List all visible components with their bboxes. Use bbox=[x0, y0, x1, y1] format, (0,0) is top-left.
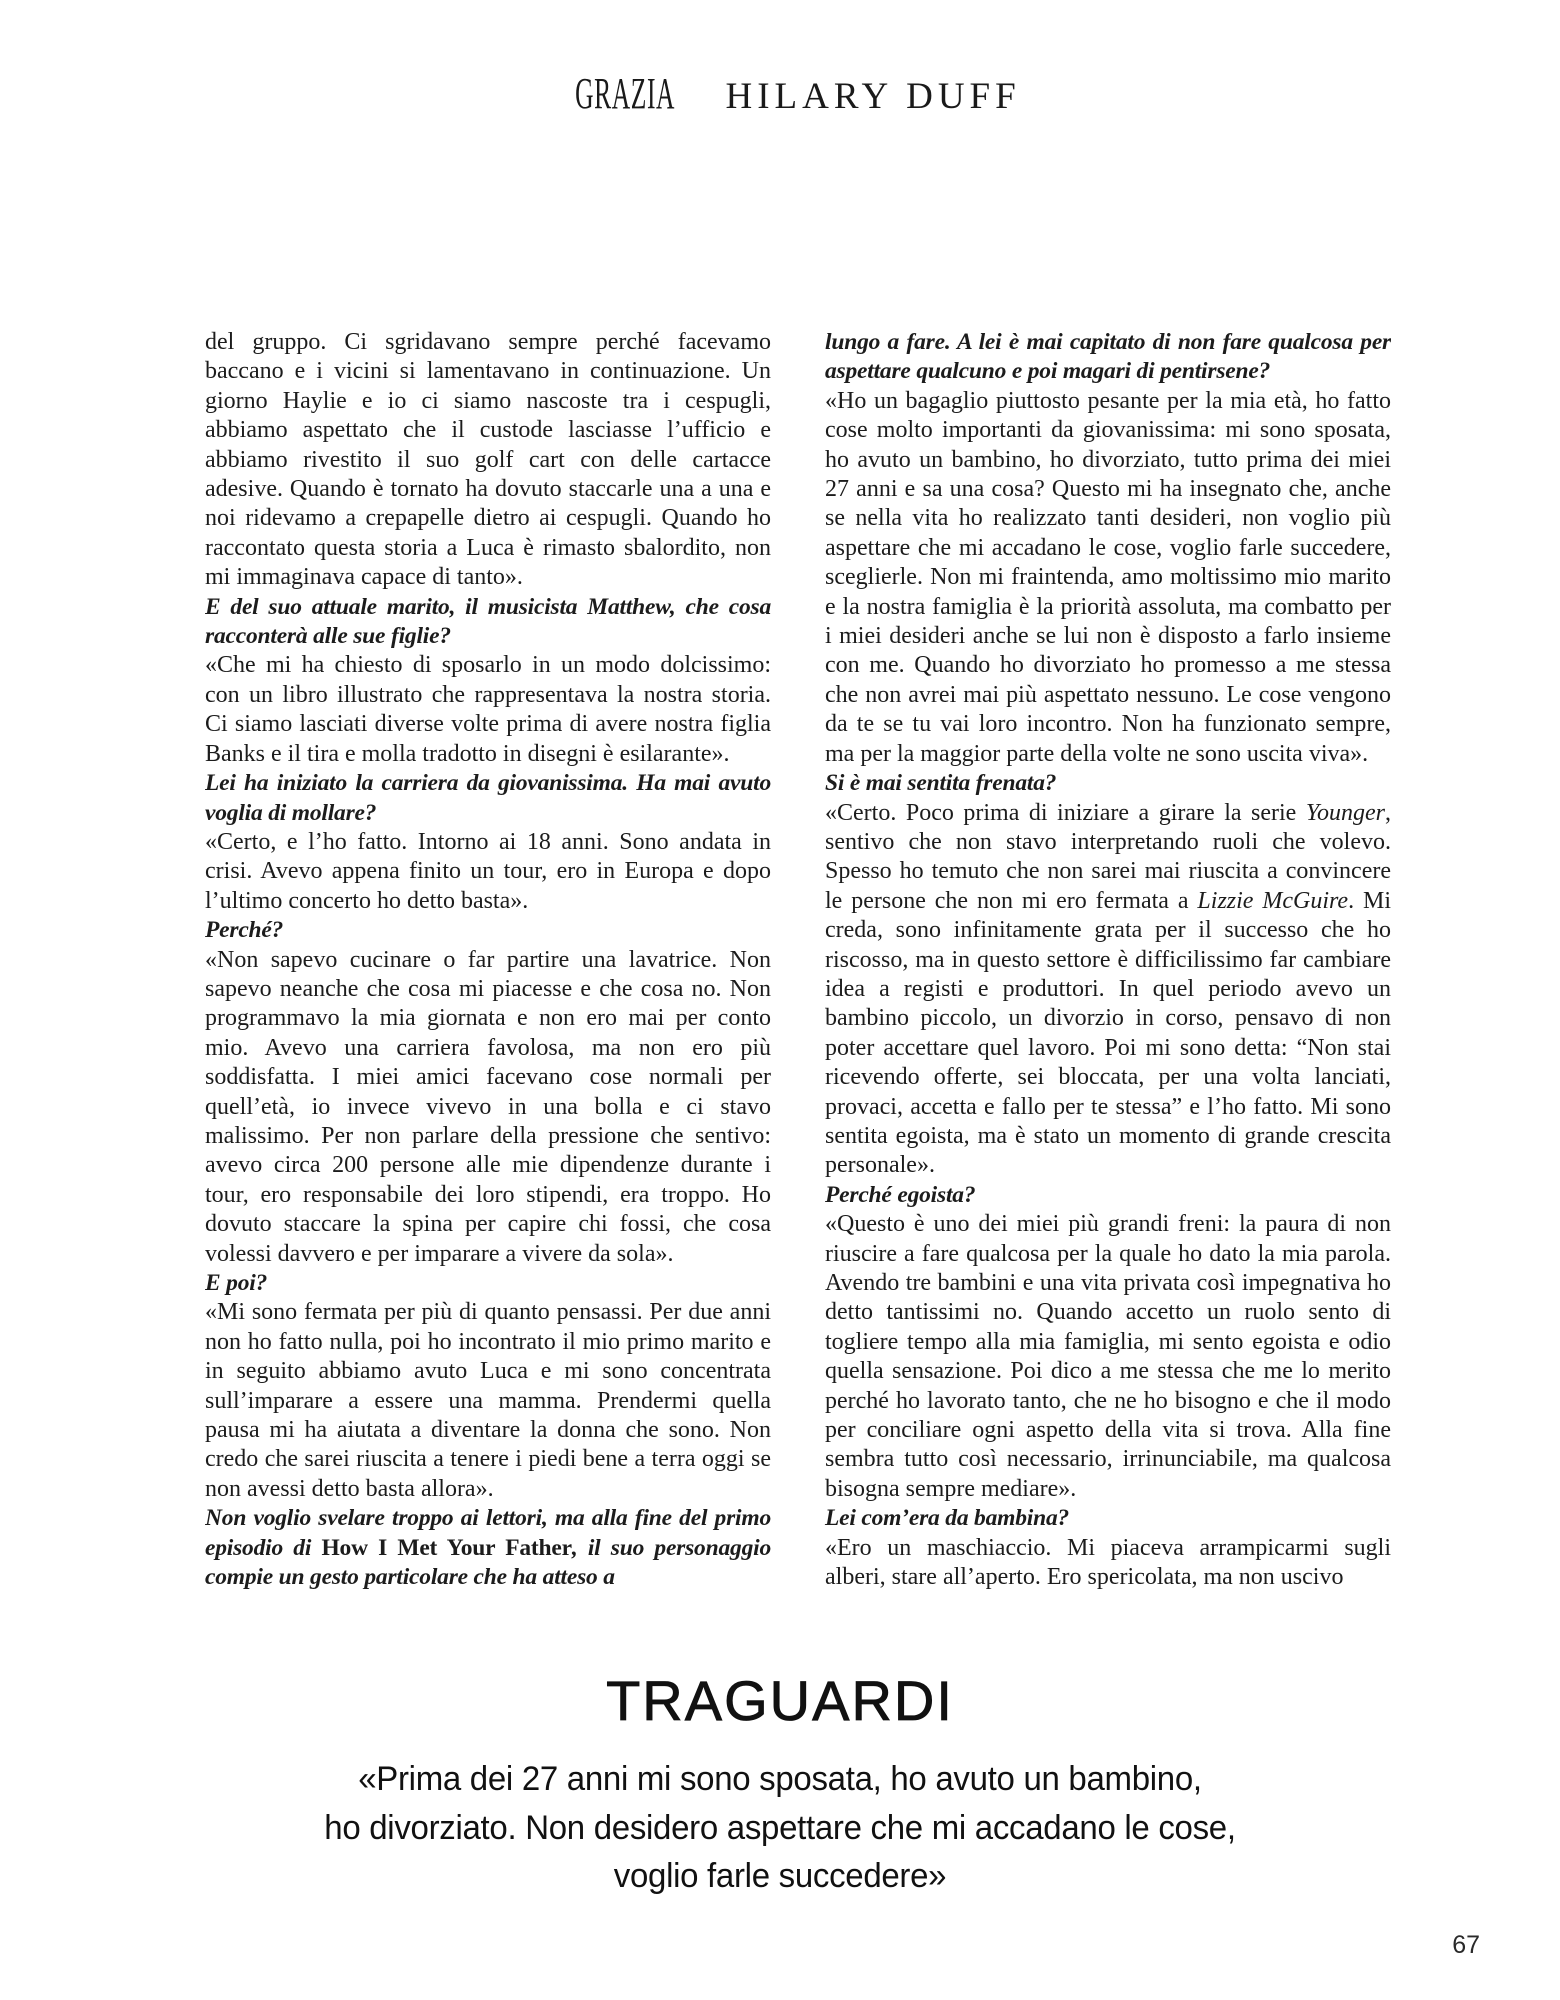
interview-question bbox=[205, 916, 771, 945]
emphasized-text: Lizzie McGuire bbox=[1197, 887, 1349, 914]
interview-question bbox=[205, 593, 771, 652]
body-text: , sentivo che non stavo interpretando ruoli che volevo. Spesso ho temuto che non sarei mai riuscita a convincere le persone che non mi ero fermata a bbox=[825, 799, 1391, 914]
body-text: Non voglio svelare troppo ai lettori, ma alla fine del primo episodio di bbox=[205, 1505, 771, 1561]
interview-question bbox=[825, 769, 1391, 798]
pullquote-line: voglio farle succedere» bbox=[613, 1857, 947, 1895]
interview-answer bbox=[205, 328, 771, 593]
pullquote-text bbox=[23, 1755, 1536, 1901]
interview-question bbox=[825, 1504, 1391, 1533]
body-text: Lei ha iniziato la carriera da giovanissima. Ha mai avuto voglia di mollare? bbox=[205, 770, 771, 826]
body-text: «Ho un bagaglio piuttosto pesante per la mia età, ho fatto cose molto importanti da giovanissima: mi sono sposata, ho avuto un bambino, ho divorziato, tutto prima dei miei 27 anni e sa una cosa? Questo mi ha insegnato che, anche se nella vita ho realizzato tanti desideri, non voglio più aspettare che mi accadano le cose, voglio farle succedere, sceglierle. Non mi fraintenda, amo moltissimo mio marito e la nostra famiglia è la priorità assoluta, ma combatto per i miei desideri anche se lui non è disposto a farlo insieme con me. Quando ho divorziato ho promesso a me stessa che non avrei mai più aspettato nessuno. Le cose vengono da te se tu vai loro incontro. Non ha funzionato sempre, ma per la maggior parte della volte ne sono uscita viva». bbox=[825, 387, 1391, 767]
body-text: «Che mi ha chiesto di sposarlo in un modo dolcissimo: con un libro illustrato che rappresentava la nostra storia. Ci siamo lasciati diverse volte prima di avere nostra figlia Banks e il tira e molla tradotto in disegni è esilarante». bbox=[205, 652, 771, 767]
interview-question bbox=[825, 328, 1391, 387]
body-text: Si è mai sentita frenata? bbox=[825, 770, 1057, 797]
body-text: Perché? bbox=[205, 917, 284, 944]
interview-question bbox=[205, 1504, 771, 1592]
pullquote-section bbox=[0, 1668, 1560, 1901]
interview-answer bbox=[205, 946, 771, 1269]
interview-answer bbox=[825, 1210, 1391, 1504]
interview-answer bbox=[825, 387, 1391, 769]
body-text: «Questo è uno dei miei più grandi freni: la paura di non riuscire a fare qualcosa per la quale ho dato la mia parola. Avendo tre bambini e una vita privata così impegnativa ho detto tantissimi no. Quando accetto un ruolo sento di togliere tempo alla mia famiglia, mi sento egoista e odio quella sensazione. Poi dico a me stessa che me lo merito perché ho lavorato tanto, che ne ho bisogno e che il modo per conciliare ogni aspetto della vita si trova. Alla fine sembra tutto così necessario, irrinunciabile, ma qualcosa bisogna sempre mediare». bbox=[825, 1211, 1391, 1502]
pullquote-line: «Prima dei 27 anni mi sono sposata, ho avuto un bambino, bbox=[358, 1760, 1202, 1798]
page-number: 67 bbox=[1452, 1931, 1480, 1959]
interview-answer bbox=[205, 1298, 771, 1504]
article-column-right bbox=[825, 328, 1391, 1664]
emphasized-text: How I Met Your Father bbox=[321, 1534, 572, 1561]
body-text: . Mi creda, sono infinitamente grata per il successo che ho riscosso, ma in questo settore è difficilissimo far cambiare idea a registi e produttori. In quel periodo avevo un bambino piccolo, un divorzio in corso, pensavo di non poter accettare quel lavoro. Poi mi sono detta: “Non stai ricevendo offerte, sei bloccata, per una volta lanciati, provaci, accetta e fallo per te stessa” e l’ho fatto. Mi sono sentita egoista, ma è stato un momento di grande crescita personale». bbox=[825, 887, 1391, 1179]
pullquote-heading: TRAGUARDI bbox=[606, 1669, 954, 1732]
body-text: E poi? bbox=[205, 1270, 268, 1296]
article-title: HILARY DUFF bbox=[725, 76, 1021, 117]
interview-question bbox=[825, 1181, 1391, 1210]
body-text: lungo a fare. A lei è mai capitato di non fare qualcosa per aspettare qualcuno e poi magari di pentirsene? bbox=[825, 329, 1391, 385]
body-text: del gruppo. Ci sgridavano sempre perché facevamo baccano e i vicini si lamentavano in continuazione. Un giorno Haylie e io ci siamo nascoste tra i cespugli, abbiamo aspettato che il custode lasciasse l’ufficio e abbiamo rivestito il suo golf cart con delle cartacce adesive. Quando è tornato ha dovuto staccarle una a una e noi ridevamo a crepapelle dietro ai cespugli. Quando ho raccontato questa storia a Luca è rimasto sbalordito, non mi immaginava capace di tanto». bbox=[205, 329, 771, 591]
body-text: , il suo personaggio compie un gesto particolare che ha atteso a bbox=[205, 1534, 772, 1591]
body-text: E del suo attuale marito, il musicista Matthew, che cosa racconterà alle sue figlie? bbox=[205, 593, 771, 650]
body-text: «Mi sono fermata per più di quanto pensassi. Per due anni non ho fatto nulla, poi ho incontrato il mio primo marito e in seguito abbiamo avuto Luca e mi sono concentrata sull’imparare a essere una mamma. Prendermi quella pausa mi ha aiutata a diventare la donna che sono. Non credo che sarei riuscita a tenere i piedi bene a terra oggi se non avessi detto basta allora». bbox=[205, 1299, 771, 1502]
body-text: Perché egoista? bbox=[825, 1181, 976, 1208]
body-text: Lei com’era da bambina? bbox=[825, 1505, 1070, 1532]
pullquote-line: ho divorziato. Non desidero aspettare che mi accadano le cose, bbox=[324, 1808, 1236, 1847]
body-text: «Non sapevo cucinare o far partire una lavatrice. Non sapevo neanche che cosa mi piacesse e che cosa no. Non programmavo la mia giornata e non ero mai per conto mio. Avevo una carriera favolosa, ma non ero più soddisfatta. I miei amici facevano cose normali per quell’età, io invece vivevo in una bolla e ci stavo malissimo. Per non parlare della pressione che sentivo: avevo circa 200 persone alle mie dipendenze durante i tour, ero responsabile dei loro stipendi, era troppo. Ho dovuto staccare la spina per capire chi fossi, che cosa volessi davvero e per imparare a vivere da sola». bbox=[205, 946, 771, 1267]
body-text: «Ero un maschiaccio. Mi piaceva arrampicarmi sugli alberi, stare all’aperto. Ero spericolata, ma non uscivo bbox=[825, 1534, 1391, 1591]
body-text: «Certo. Poco prima di iniziare a girare la serie bbox=[825, 799, 1306, 826]
interview-answer bbox=[205, 651, 771, 769]
interview-answer bbox=[825, 799, 1391, 1181]
page-header bbox=[0, 68, 1560, 119]
article-column-left bbox=[205, 328, 771, 1664]
emphasized-text: Younger bbox=[1305, 799, 1385, 826]
interview-answer bbox=[205, 828, 771, 916]
magazine-logo: GRAZIA bbox=[575, 69, 676, 118]
interview-question bbox=[205, 1269, 771, 1298]
body-text: «Certo, e l’ho fatto. Intorno ai 18 anni. Sono andata in crisi. Avevo appena finito un tour, ero in Europa e dopo l’ultimo concerto ho detto basta». bbox=[205, 828, 771, 914]
interview-question bbox=[205, 769, 771, 828]
interview-article bbox=[205, 328, 1391, 1664]
interview-answer bbox=[825, 1534, 1391, 1593]
